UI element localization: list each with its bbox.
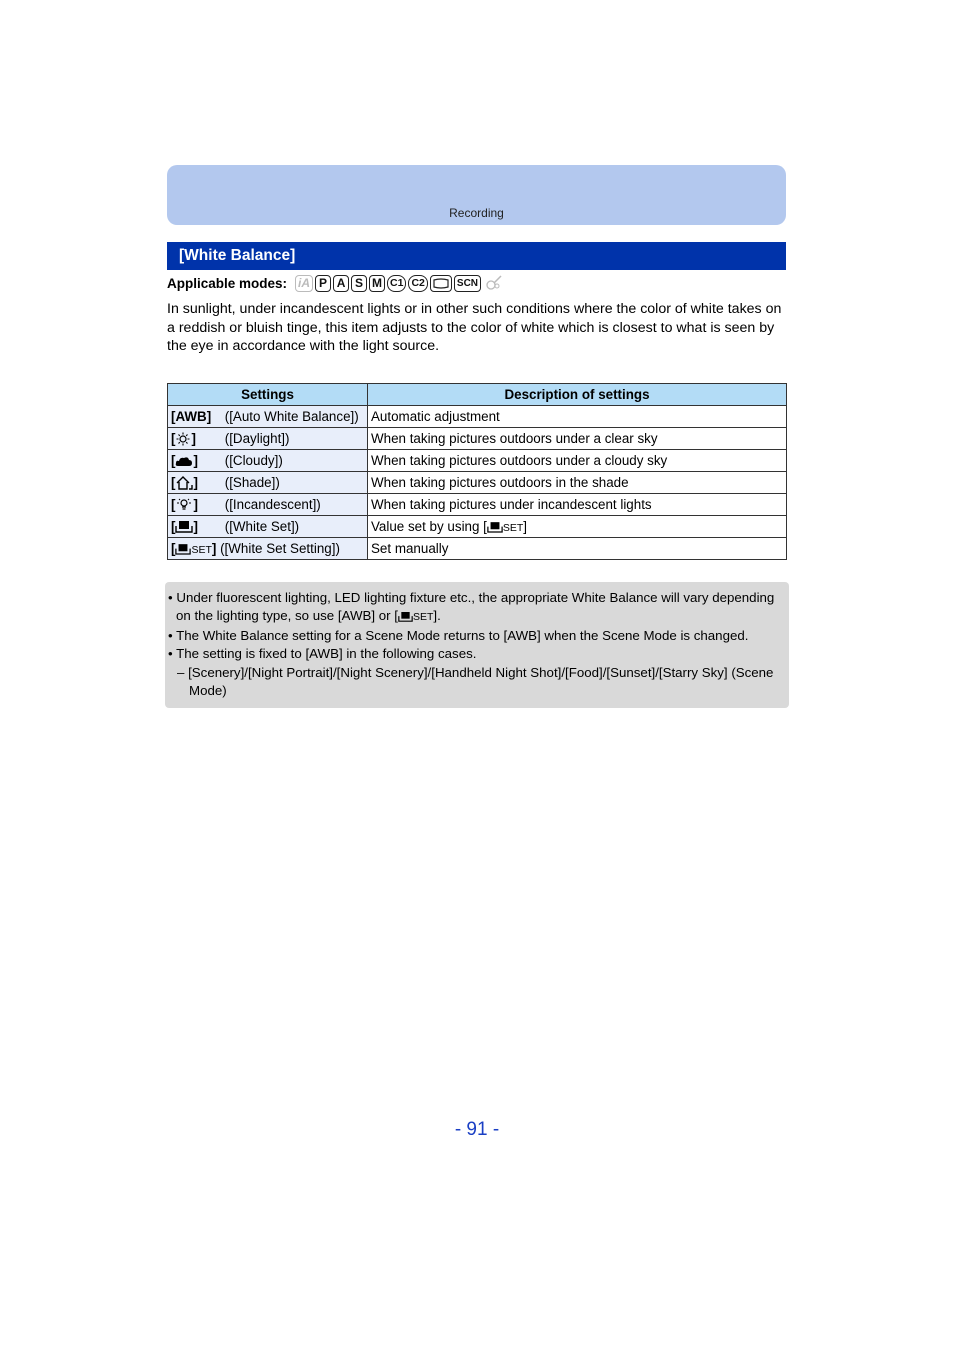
setting-cell: [168, 406, 368, 428]
table-row: [168, 516, 787, 538]
chapter-header: [167, 165, 786, 225]
note-item: • Under fluorescent lighting, LED lighting fixture etc., the appropriate White Balance will vary depending on the lighting type, so use [AWB] or [ SET].: [168, 590, 775, 624]
mode-p-icon: P: [315, 275, 331, 292]
note-item: • The setting is fixed to [AWB] in the following cases.: [168, 646, 477, 662]
awb-symbol: [AWB]: [171, 409, 212, 424]
mode-c1-icon: C1: [387, 275, 406, 292]
notes-box: [165, 582, 789, 708]
page-number: - 91 -: [454, 1119, 500, 1140]
setting-name: ([Daylight]): [224, 430, 290, 446]
applicable-modes-label: Applicable modes:: [167, 275, 288, 291]
table-header-row: [168, 384, 787, 406]
mode-s-icon: S: [351, 275, 367, 292]
table-row: [168, 494, 787, 516]
description-cell: When taking pictures under incandescent lights: [368, 494, 787, 516]
shade-icon: [175, 476, 193, 490]
table-row: [168, 538, 787, 560]
panorama-icon: [430, 275, 452, 292]
white-set-setting-icon: [487, 521, 503, 534]
table-row: [168, 472, 787, 494]
cloudy-icon: [175, 454, 193, 468]
setting-name: ([Cloudy]): [224, 452, 283, 468]
white-balance-table: [167, 383, 787, 560]
daylight-icon: [175, 432, 191, 446]
setting-symbol: [ ]: [171, 452, 198, 468]
setting-symbol: [ ]: [171, 430, 196, 446]
mode-c2-icon: C2: [408, 275, 427, 292]
intro-paragraph: In sunlight, under incandescent lights or in other such conditions where the color of white takes on a reddish or bluish tinge, this item adjusts to the color of white which is closest to what is seen by the eye in accordance with the light source.: [167, 301, 782, 355]
setting-cell: [168, 538, 368, 560]
setting-symbol: [ SET]: [171, 541, 217, 556]
table-row: [168, 406, 787, 428]
description-cell: Value set by using [ SET]: [368, 516, 787, 538]
intelligent-auto-icon: iA: [295, 275, 313, 292]
setting-cell: [168, 516, 368, 538]
mode-a-icon: A: [333, 275, 349, 292]
setting-cell: [168, 494, 368, 516]
incandescent-icon: [175, 498, 193, 512]
col-description: Description of settings: [368, 384, 787, 406]
white-set-setting-icon: [398, 611, 413, 623]
setting-cell: [168, 472, 368, 494]
description-cell: Automatic adjustment: [368, 406, 787, 428]
creative-control-icon: [483, 275, 505, 292]
note-item: • The White Balance setting for a Scene Mode returns to [AWB] when the Scene Mode is changed.: [168, 627, 749, 643]
description-cell: When taking pictures outdoors in the shade: [368, 472, 787, 494]
setting-name: ([White Set Setting]): [220, 541, 340, 556]
breadcrumb: Recording: [449, 206, 504, 220]
white-set-icon: [175, 520, 193, 534]
scene-mode-icon: SCN: [454, 275, 481, 292]
section-title: [White Balance]: [167, 242, 786, 270]
setting-name: ([Incandescent]): [224, 496, 321, 512]
setting-symbol: [ ]: [171, 496, 198, 512]
table-row: [168, 428, 787, 450]
applicable-modes: [167, 272, 507, 294]
mode-m-icon: M: [369, 275, 385, 292]
setting-symbol: [ ]: [171, 474, 198, 490]
note-subitem: – [Scenery]/[Night Portrait]/[Night Scenery]/[Handheld Night Shot]/[Food]/[Sunset]/[Starry Sky] (Scene Mode): [177, 664, 774, 699]
setting-name: ([White Set]): [224, 518, 300, 534]
col-settings: Settings: [168, 384, 368, 406]
setting-symbol: [ ]: [171, 518, 198, 534]
setting-name: ([Shade]): [224, 474, 280, 490]
description-cell: When taking pictures outdoors under a clear sky: [368, 428, 787, 450]
description-cell: When taking pictures outdoors under a cloudy sky: [368, 450, 787, 472]
setting-cell: [168, 428, 368, 450]
setting-cell: [168, 450, 368, 472]
description-cell: Set manually: [368, 538, 787, 560]
setting-name: ([Auto White Balance]): [224, 409, 359, 424]
white-set-setting-icon: [175, 543, 191, 556]
table-row: [168, 450, 787, 472]
